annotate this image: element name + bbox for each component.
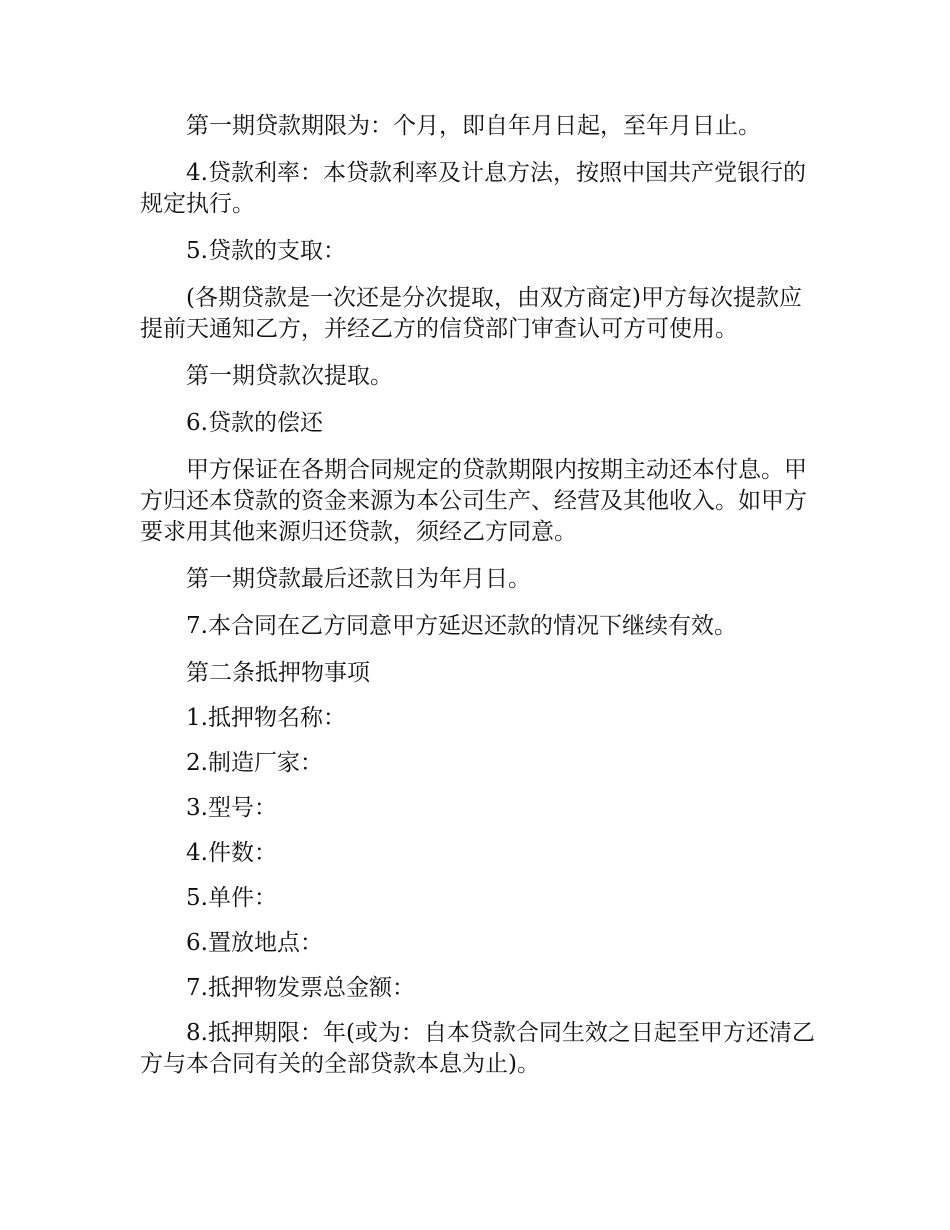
paragraph-withdrawal-terms: (各期贷款是一次还是分次提取，由双方商定)甲方每次提款应提前天通知乙方，并经乙方的信贷部门审查认可方可使用。 bbox=[140, 285, 802, 342]
section-heading-collateral: 第二条抵押物事项 bbox=[186, 660, 370, 686]
paragraph-repayment-terms: 甲方保证在各期合同规定的贷款期限内按期主动还本付息。甲方归还本贷款的资金来源为本公司生产、经营及其他收入。如甲方要求用其他来源归还贷款，须经乙方同意。 bbox=[140, 457, 807, 545]
paragraph-loan-term: 第一期贷款期限为：个月，即自年月日起，至年月日止。 bbox=[186, 113, 761, 139]
document-body bbox=[140, 111, 820, 1096]
collateral-term: 8.抵押期限：年(或为：自本贷款合同生效之日起至甲方还清乙方与本合同有关的全部贷款本息为止)。 bbox=[140, 1020, 815, 1077]
collateral-quantity: 4.件数： bbox=[186, 840, 277, 866]
collateral-model: 3.型号： bbox=[186, 795, 277, 821]
paragraph-interest-rate: 4.贷款利率：本贷款利率及计息方法，按照中国共产党银行的规定执行。 bbox=[140, 160, 806, 217]
paragraph-validity: 7.本合同在乙方同意甲方延迟还款的情况下继续有效。 bbox=[186, 613, 737, 639]
collateral-location: 6.置放地点： bbox=[186, 930, 323, 956]
paragraph-first-withdrawal: 第一期贷款次提取。 bbox=[186, 363, 393, 389]
collateral-unit: 5.单件： bbox=[186, 885, 277, 911]
paragraph-withdrawal-heading: 5.贷款的支取： bbox=[186, 238, 346, 264]
paragraph-final-repayment-date: 第一期贷款最后还款日为年月日。 bbox=[186, 566, 531, 592]
paragraph-repayment-heading: 6.贷款的偿还 bbox=[186, 410, 323, 436]
collateral-invoice-amount: 7.抵押物发票总金额： bbox=[186, 975, 415, 1001]
collateral-manufacturer: 2.制造厂家： bbox=[186, 750, 323, 776]
collateral-name: 1.抵押物名称： bbox=[186, 705, 346, 731]
